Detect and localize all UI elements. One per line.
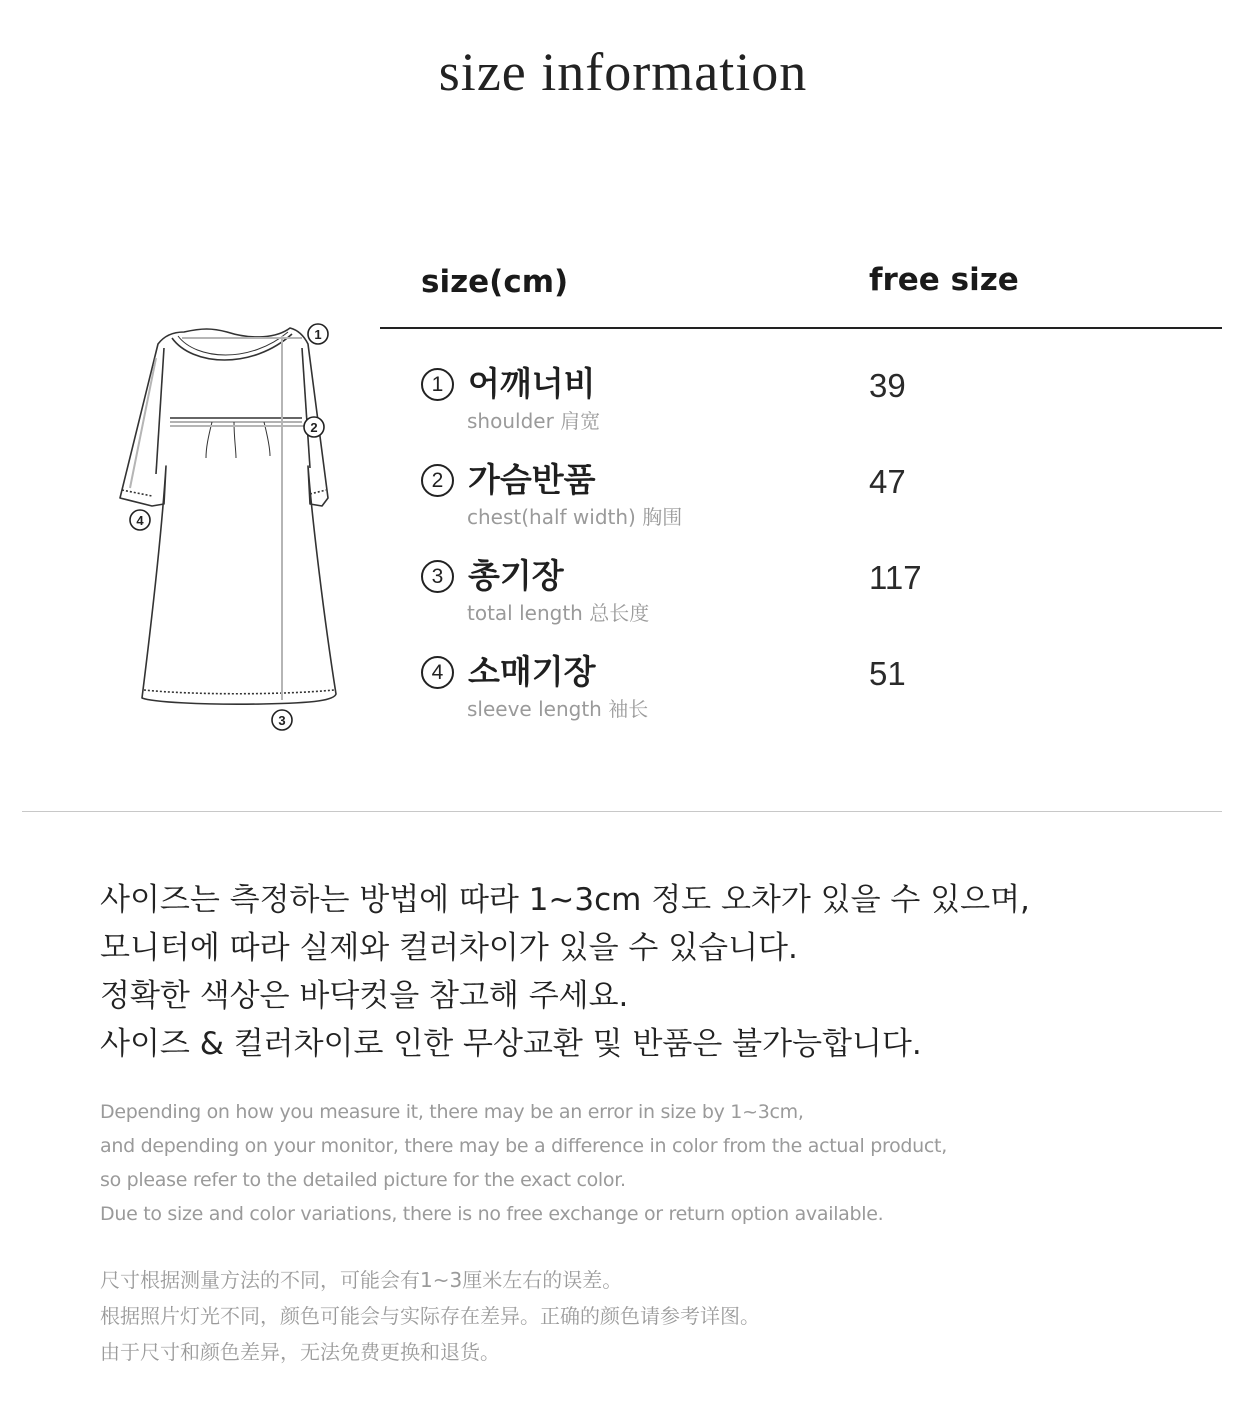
size-row-sleeve-length — [421, 654, 1241, 744]
row-number-badge: 1 — [421, 368, 454, 401]
row-number-badge: 4 — [421, 656, 454, 689]
notice-line: Due to size and color variations, there is no free exchange or return option available. — [100, 1203, 884, 1225]
size-row-total-length — [421, 558, 1241, 648]
size-column-header: size(cm) — [421, 264, 569, 300]
notice-chinese — [100, 1262, 760, 1370]
row-label-korean: 총기장 — [468, 556, 564, 595]
notice-line: 정확한 색상은 바닥컷을 참고해 주세요. — [100, 978, 629, 1014]
marker-2 — [304, 417, 324, 437]
svg-text:3: 3 — [278, 713, 286, 728]
notice-line: 由于尺寸和颜色差异，无法免费更换和退货。 — [100, 1340, 500, 1364]
row-label-subtitle: sleeve length 袖长 — [467, 697, 649, 721]
size-row-chest — [421, 462, 1241, 552]
marker-1 — [308, 324, 328, 344]
notice-line: 根据照片灯光不同，颜色可能会与实际存在差异。正确的颜色请参考详图。 — [100, 1304, 760, 1328]
notice-line: 사이즈 & 컬러차이로 인한 무상교환 및 반품은 불가능합니다. — [100, 1026, 922, 1062]
row-number-badge: 3 — [421, 560, 454, 593]
row-value: 39 — [869, 367, 906, 404]
svg-text:1: 1 — [314, 327, 322, 342]
row-label-subtitle: shoulder 肩宽 — [467, 409, 601, 433]
sleeve-guide — [130, 358, 156, 488]
notice-line: 사이즈는 측정하는 방법에 따라 1~3cm 정도 오차가 있을 수 있으며, — [100, 882, 1030, 918]
page-title: size information — [438, 42, 808, 102]
row-label-korean: 가슴반품 — [468, 460, 596, 499]
marker-4 — [130, 510, 150, 530]
notice-line: Depending on how you measure it, there may be an error in size by 1~3cm, — [100, 1101, 804, 1123]
notice-line: so please refer to the detailed picture for the exact color. — [100, 1169, 626, 1191]
notice-line: 모니터에 따라 실제와 컬러차이가 있을 수 있습니다. — [100, 930, 798, 966]
size-row-shoulder — [421, 366, 1241, 456]
section-divider — [22, 811, 1222, 812]
svg-text:2: 2 — [310, 420, 318, 435]
free-size-column-header: free size — [869, 262, 1019, 298]
dress-outline — [120, 328, 336, 704]
row-label-korean: 어깨너비 — [468, 364, 596, 403]
notice-english — [100, 1095, 947, 1231]
row-value: 51 — [869, 655, 906, 692]
notice-line: 尺寸根据测量方法的不同，可能会有1~3厘米左右的误差。 — [100, 1268, 623, 1292]
row-value: 47 — [869, 463, 906, 500]
marker-3 — [272, 710, 292, 730]
row-label-subtitle: chest(half width) 胸围 — [467, 505, 683, 529]
row-label-korean: 소매기장 — [468, 652, 596, 691]
row-number-badge: 2 — [421, 464, 454, 497]
notice-korean — [100, 876, 1030, 1068]
row-value: 117 — [869, 559, 922, 596]
row-label-subtitle: total length 总长度 — [467, 601, 650, 625]
notice-line: and depending on your monitor, there may be a difference in color from the actual product, — [100, 1135, 947, 1157]
dress-diagram — [112, 318, 342, 738]
svg-text:4: 4 — [136, 513, 144, 528]
header-divider — [380, 327, 1222, 329]
